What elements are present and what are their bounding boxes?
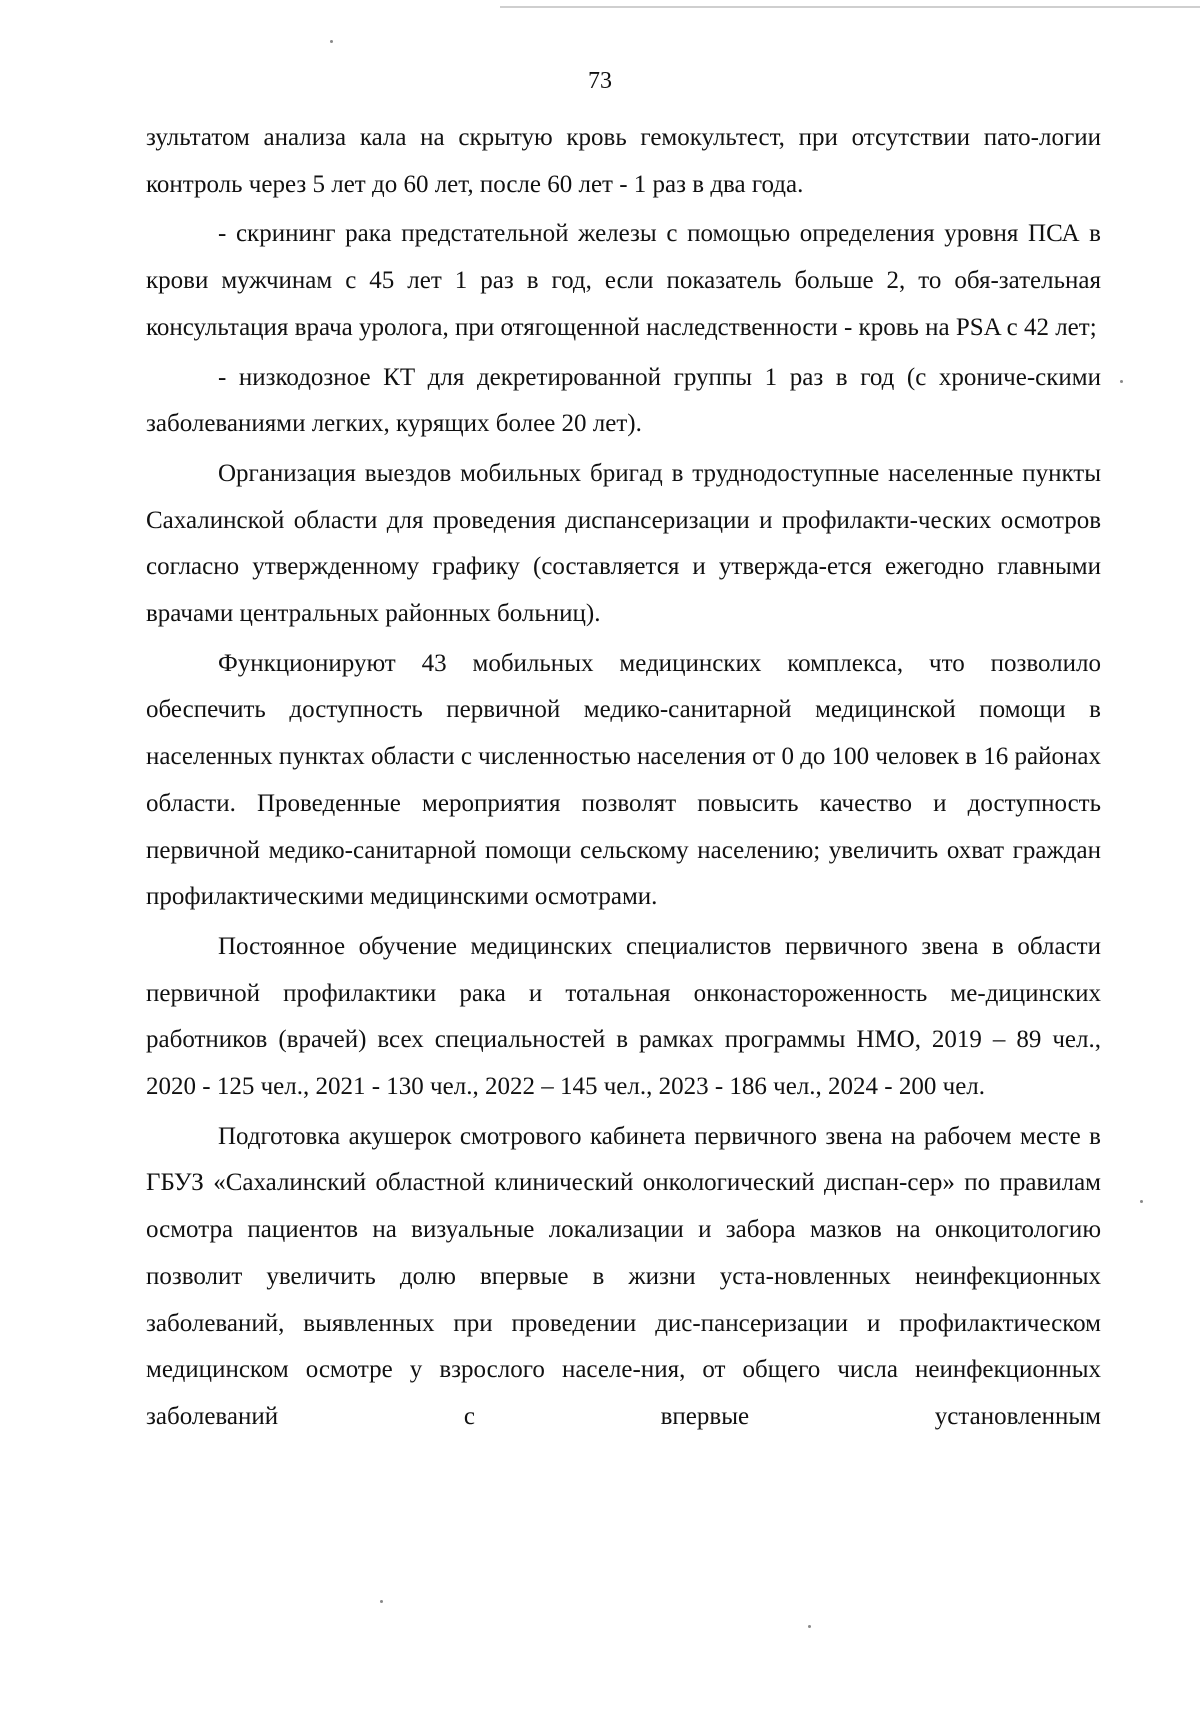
scan-speck (808, 1625, 811, 1628)
paragraph-4: Организация выездов мобильных бригад в труднодоступные населенные пункты Сахалинской области для проведения диспансеризации и профилакти-ческих осмотров согласно утвержденному графику (составляется и утвержда-ется ежегодно главными врачами центральных районных больниц). (146, 459, 1101, 628)
page-number: 73 (588, 68, 612, 94)
paragraph-2: - скрининг рака предстательной железы с помощью определения уровня ПСА в крови мужчинам с 45 лет 1 раз в год, если показатель больше 2, то обя-зательная консультация врача уролога, при отягощенной наследственности - кровь на PSA с 42 лет; (146, 220, 1101, 341)
paragraph-5: Функционируют 43 мобильных медицинских комплекса, что позволило обеспечить доступность первичной медико-санитарной медицинской помощи в населенных пунктах области с численностью населения от 0 до 100 человек в 16 районах области. Проведенные мероприятия позволят повысить качество и доступность первичной медико-санитарной помощи сельскому населению; увеличить охват граждан профилактическими медицинскими осмотрами. (146, 649, 1101, 911)
scan-speck (380, 1600, 383, 1603)
scan-edge-line (500, 6, 1200, 8)
scan-speck (330, 40, 333, 43)
scan-speck (1140, 1200, 1143, 1203)
paragraph-7: Подготовка акушерок смотрового кабинета первичного звена на рабочем месте в ГБУЗ «Сахалинский областной клинический онкологический диспан-сер» по правилам осмотра пациентов на визуальные локализации и забора мазков на онкоцитологию позволит увеличить долю впервые в жизни уста-новленных неинфекционных заболеваний, выявленных при проведении дис-пансеризации и профилактическом медицинском осмотре у взрослого населе-ния, от общего числа неинфекционных заболеваний с впервые установленным (146, 1122, 1101, 1430)
paragraph-1: зультатом анализа кала на скрытую кровь гемокультест, при отсутствии пато-логии контроль через 5 лет до 60 лет, после 60 лет - 1 раз в два года. (146, 124, 1101, 198)
paragraph-6: Постоянное обучение медицинских специалистов первичного звена в области первичной профилактики рака и тотальная онконастороженность ме-дицинских работников (врачей) всех специальностей в рамках программы НМО, 2019 – 89 чел., 2020 - 125 чел., 2021 - 130 чел., 2022 – 145 чел., 2023 - 186 чел., 2024 - 200 чел. (146, 932, 1101, 1101)
document-body (146, 115, 1101, 1441)
paragraph-3: - низкодозное КТ для декретированной группы 1 раз в год (с хрониче-скими заболеваниями легких, курящих более 20 лет). (146, 363, 1101, 438)
scan-speck (1120, 380, 1123, 383)
